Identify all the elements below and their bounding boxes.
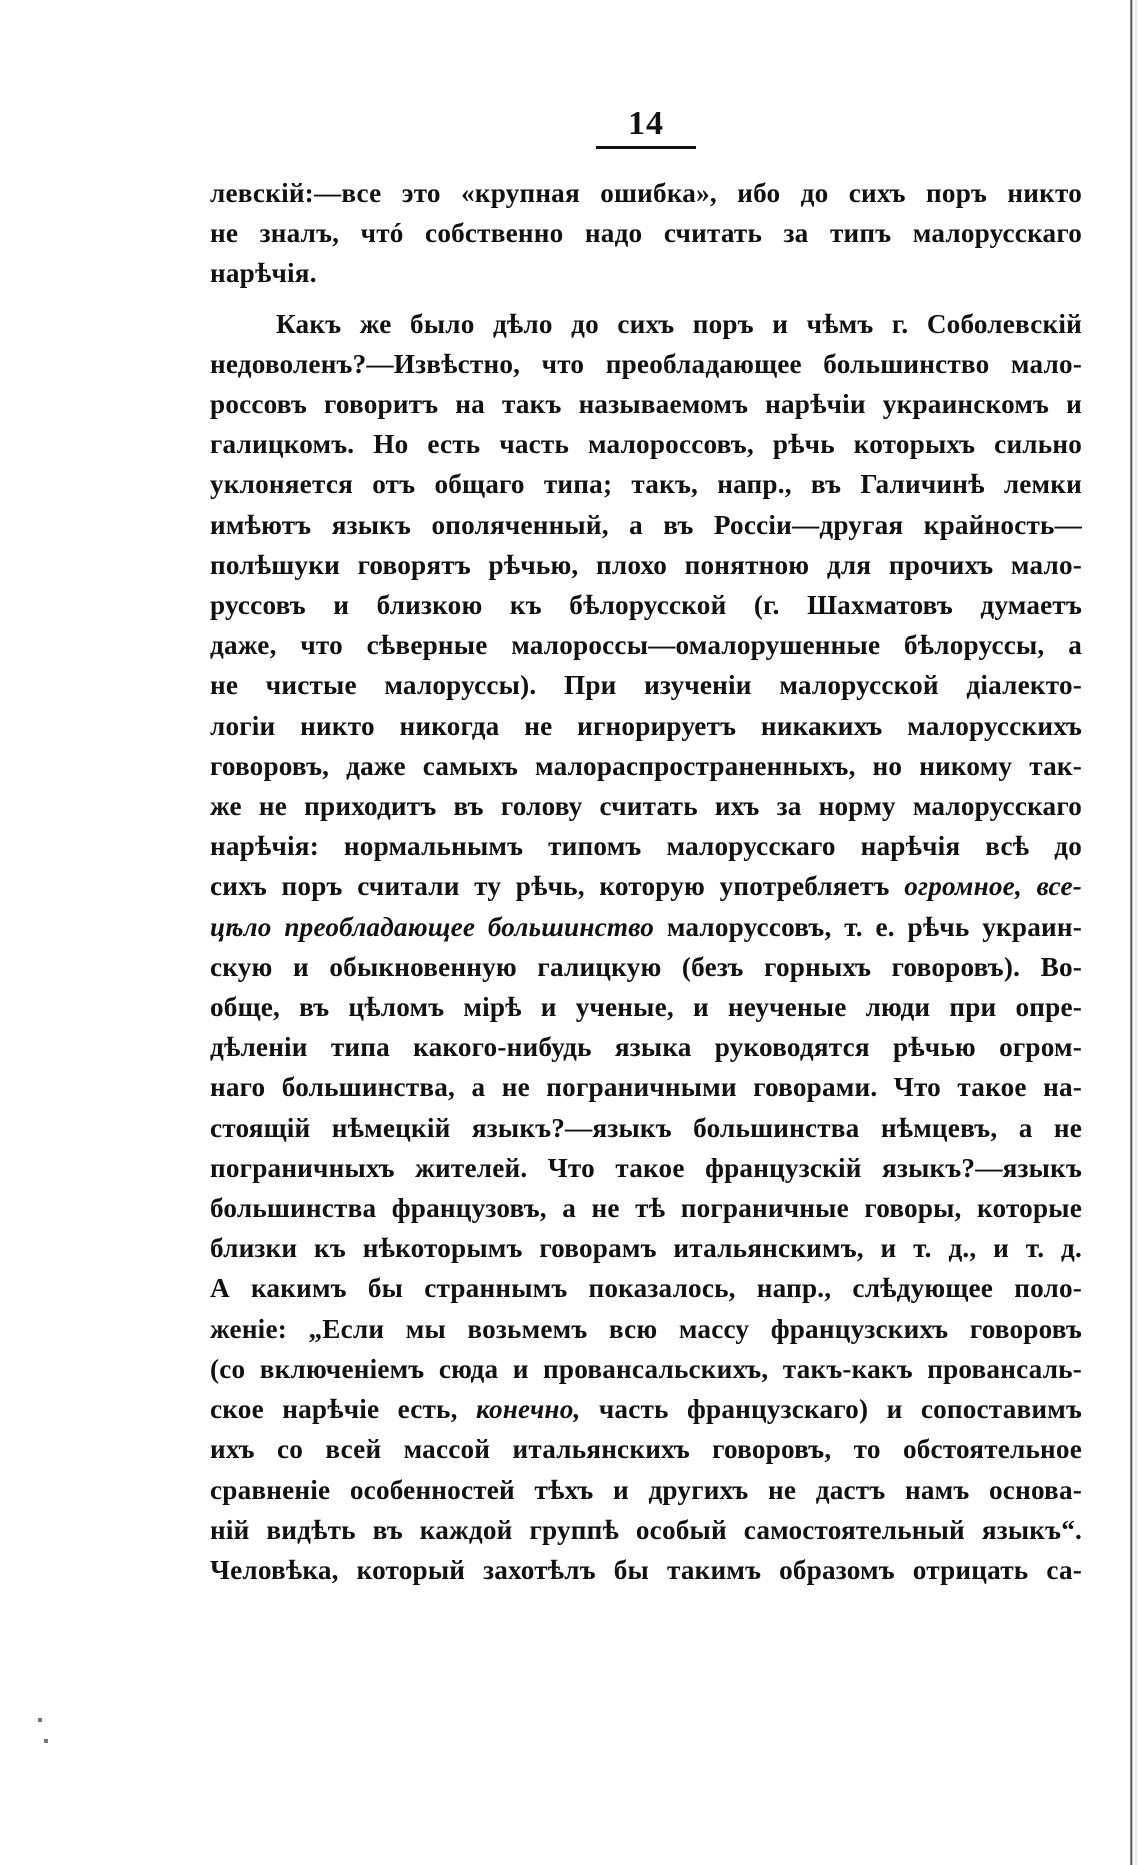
text-line: обще, въ цѣломъ мірѣ и ученые, и неученые люди при опре-: [210, 992, 1082, 1023]
text-line: сравненіе особенностей тѣхъ и другихъ не дастъ намъ основа-: [210, 1474, 1082, 1505]
text-line: руссовъ и близкою къ бѣлорусской (г. Шахматовъ думаетъ: [210, 590, 1082, 621]
italic-fragment: цѣло преобладающее большинство: [210, 911, 655, 942]
text-line: не чистые малоруссы). При изученіи малорусской діалекто-: [210, 670, 1082, 701]
text-line: логіи никто никогда не игнорируетъ никакихъ малорусскихъ: [210, 710, 1082, 741]
text-line: не зналъ, чтó собственно надо считать за типъ малорусскаго: [210, 218, 1082, 249]
text-line: имѣютъ языкъ ополяченный, а въ Россіи—другая крайность—: [210, 509, 1082, 540]
page-number-underline: [596, 146, 696, 149]
text-line: уклоняется отъ общаго типа; такъ, напр., въ Галичинѣ лемки: [210, 469, 1082, 500]
text-line: россовъ говоритъ на такъ называемомъ нарѣчіи украинскомъ и: [210, 389, 1082, 420]
text-line-with-italic: [210, 1389, 1082, 1429]
page-header: [596, 104, 696, 149]
text-fragment: ское нарѣчіе есть,: [210, 1394, 477, 1425]
italic-fragment: конечно,: [476, 1394, 581, 1425]
page-edge-shadow: [1126, 0, 1140, 1865]
text-line: ній видѣть въ каждой группѣ особый самостоятельный языкъ“.: [210, 1514, 1082, 1545]
scan-speck: [44, 1739, 48, 1743]
text-line: говоровъ, даже самыхъ малораспространенныхъ, но никому так-: [210, 750, 1082, 781]
text-line: нарѣчія: нормальнымъ типомъ малорусскаго нарѣчія всѣ до: [210, 831, 1082, 862]
text-line: даже, что сѣверные малороссы—омалорушенные бѣлоруссы, а: [210, 630, 1082, 661]
body-text: [210, 173, 1082, 1590]
text-line: близки къ нѣкоторымъ говорамъ итальянскимъ, и т. д., и т. д.: [210, 1233, 1082, 1264]
text-line: недоволенъ?—Извѣстно, что преобладающее большинство мало-: [210, 348, 1082, 379]
text-line: дѣленіи типа какого-нибудь языка руководятся рѣчью огром-: [210, 1032, 1082, 1063]
text-line: скую и обыкновенную галицкую (безъ горныхъ говоровъ). Во-: [210, 951, 1082, 982]
text-line: полѣшуки говорятъ рѣчью, плохо понятною для прочихъ мало-: [210, 549, 1082, 580]
text-fragment: сихъ поръ считали ту рѣчь, которую употребляетъ: [210, 871, 905, 902]
text-line: же не приходитъ въ голову считать ихъ за норму малорусскаго: [210, 791, 1082, 822]
text-fragment: часть французскаго) и сопоставимъ: [580, 1394, 1082, 1425]
paragraph-2: [210, 304, 1082, 1591]
text-line: наго большинства, а не пограничными говорами. Что такое на-: [210, 1072, 1082, 1103]
page-number: 14: [628, 105, 664, 142]
text-line: стоящій нѣмецкій языкъ?—языкъ большинства нѣмцевъ, а не: [210, 1112, 1082, 1143]
text-line: галицкомъ. Но есть часть малороссовъ, рѣчь которыхъ сильно: [210, 429, 1082, 460]
text-fragment: малоруссовъ, т. е. рѣчь украин-: [654, 911, 1082, 942]
scan-speck: [38, 1718, 42, 1722]
text-line: (со включеніемъ сюда и провансальскихъ, такъ-какъ провансаль-: [210, 1353, 1082, 1384]
text-line: пограничныхъ жителей. Что такое французскій языкъ?—языкъ: [210, 1152, 1082, 1183]
paragraph-gap: [210, 294, 1082, 304]
text-line-with-italic: [210, 907, 1082, 947]
text-line: ихъ со всей массой итальянскихъ говоровъ, то обстоятельное: [210, 1434, 1082, 1465]
text-line: нарѣчія.: [210, 258, 317, 289]
text-line: А какимъ бы страннымъ показалось, напр., слѣдующее поло-: [210, 1273, 1082, 1304]
text-line: левскій:—все это «крупная ошибка», ибо до сихъ поръ никто: [210, 178, 1082, 208]
italic-fragment: огромное, все-: [904, 871, 1082, 902]
text-line-with-italic: [210, 866, 1082, 906]
paragraph-1: [210, 173, 1082, 294]
text-line: Человѣка, который захотѣлъ бы такимъ образомъ отрицать са-: [210, 1554, 1082, 1585]
text-line: Какъ же было дѣло до сихъ поръ и чѣмъ г. Соболевскій: [276, 308, 1082, 339]
text-line: женіе: „Если мы возьмемъ всю массу французскихъ говоровъ: [210, 1313, 1082, 1344]
text-line: большинства французовъ, а не тѣ пограничные говоры, которые: [210, 1193, 1082, 1224]
